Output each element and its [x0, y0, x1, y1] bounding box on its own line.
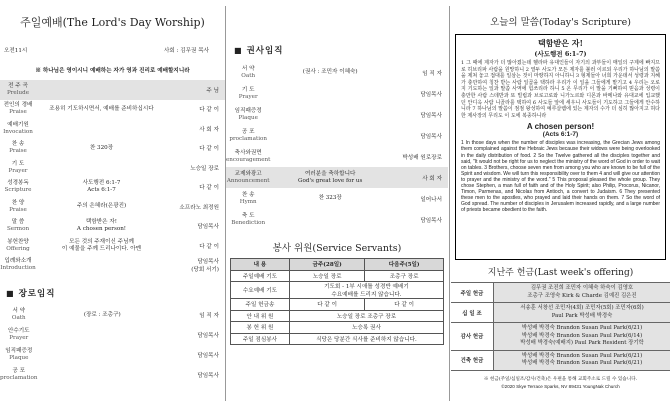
worship-title: 주일예배(The Lord's Day Worship) [20, 16, 205, 29]
offering-names-line: 김무권 조진희 조민자 이혜숙 하숙이 김영호 [530, 285, 634, 291]
scripture-ko-reference: (사도행전 6:1-7) [534, 50, 587, 58]
order-item-label [0, 217, 36, 237]
order-item-leader: 담임목사 [420, 91, 442, 98]
order-item-ko: 전 주 곡 [8, 82, 28, 89]
order-item-en: Offering [6, 245, 30, 252]
order-item-leader: 노승일 장로 [190, 165, 219, 172]
service-assignee: 노승록 권사 [289, 322, 443, 334]
order-item-content [270, 125, 390, 146]
order-item-leader [167, 256, 225, 276]
order-item-en: Plaque [9, 355, 29, 361]
order-item-content [38, 365, 167, 385]
order-item-content-line: 모든 것의 주재이신 주님께 [69, 238, 134, 245]
offering-category: 십 일 조 [451, 303, 494, 323]
order-item-en: Scripture [4, 187, 32, 194]
service-assignee-line: 기도회 - 1부 시애틀 성경반 예배기 [324, 284, 409, 290]
offering-names [494, 350, 670, 370]
worship-order-table [0, 80, 225, 275]
order-item-content: 주의 은혜라(은광진) [76, 203, 127, 210]
order-item-ko: 찬 송 [11, 141, 25, 148]
order-item-label [0, 197, 36, 217]
section-bullet-icon: ■ [6, 288, 15, 298]
order-item-content: 찬 320장 [89, 144, 114, 151]
service-role: 주일예배 기도 [231, 270, 290, 282]
order-item-en: proclamation [0, 375, 38, 381]
order-item-content-line: 택함받은 자! [85, 219, 118, 226]
order-item-content [36, 217, 167, 237]
order-item-en: proclamation [229, 135, 267, 142]
order-item-en: Prayer [238, 93, 258, 100]
order-row [226, 125, 448, 146]
worship-presider: 사회 : 김무권 목사 [163, 48, 209, 54]
table-row [231, 310, 444, 322]
offering-names [494, 323, 670, 351]
order-row [0, 100, 225, 120]
offering-category: 주일 헌금 [451, 283, 494, 303]
worship-time: 오전11시 [4, 48, 28, 54]
order-item-leader: 담임목사 [197, 353, 219, 359]
order-item-content-line: Acts 6:1-7 [87, 187, 116, 194]
order-item-content [36, 80, 167, 100]
service-assignee-line: 수요예배를 드리지 않습니다. [331, 292, 402, 298]
order-item-en: Prayer [8, 167, 28, 174]
order-item-label [226, 62, 270, 83]
order-item-leader: 일어나서 [420, 196, 442, 203]
offering-row [451, 303, 670, 323]
order-item-en: Sermon [6, 226, 30, 233]
service-servants-table [230, 258, 444, 345]
scripture-title: 오늘의 말씀(Today's Scripture) [490, 17, 631, 28]
order-item-en: Praise [9, 109, 27, 116]
servants-heading: 봉사 위원(Service Servants) [272, 243, 402, 254]
order-item-label [0, 100, 36, 120]
order-item-content-line: A chosen person! [76, 226, 127, 233]
order-item-content-line: 사도행전 6:1-7 [82, 180, 121, 187]
offering-names-line: 박성배 박경숙(예배지) Paul Park Resident 장기학 [520, 340, 644, 346]
deacon-column [226, 0, 448, 407]
order-item-label [226, 104, 270, 125]
order-row [226, 167, 448, 188]
table-header-cell: 금주(28일) [289, 259, 364, 271]
order-item-label [226, 188, 270, 209]
order-item-ko: 교제와광고 [234, 170, 262, 177]
offering-title: 지난주 헌금(Last week's offering) [487, 268, 634, 278]
order-item-label [226, 125, 270, 146]
order-item-label [0, 325, 38, 345]
ordination-heading: ■ 장로임직 [6, 288, 56, 299]
deacon-heading: ■ 권사임직 [234, 45, 284, 56]
order-item-en: Prayer [9, 335, 29, 341]
offering-names-line: 서송훈 서창선 조민자(4회) 조민자(5회) 조민자(6회) [520, 305, 644, 311]
service-assignee [289, 282, 443, 299]
order-item-label [226, 83, 270, 104]
order-item-label [0, 119, 36, 139]
order-item-ko: 임직패증정 [234, 107, 262, 114]
deacon-table [226, 62, 448, 230]
offering-category: 건축 헌금 [451, 350, 494, 370]
order-row [0, 197, 225, 217]
ordination-table [0, 305, 225, 385]
order-item-content [36, 178, 167, 198]
order-item-label [0, 139, 36, 159]
offering-names [494, 303, 670, 323]
order-item-content [270, 167, 390, 188]
table-row [231, 333, 444, 345]
order-item-content [38, 345, 167, 365]
order-item-content-line: God's great love for us [298, 177, 363, 184]
order-item-leader: 주 님 [167, 80, 225, 100]
order-item-ko: 축사와권면 [234, 149, 262, 156]
scripture-ko-heading: 택함받은 자! [538, 38, 583, 48]
order-item-en: Hymn [239, 198, 257, 205]
order-item-label [0, 305, 38, 325]
order-item-content [38, 325, 167, 345]
order-item-content [270, 104, 390, 125]
table-header-cell: 내 용 [231, 259, 290, 271]
service-assignee: 다 같 이 [289, 299, 364, 311]
order-row [0, 178, 225, 198]
order-item-ko: 봉헌찬양 [7, 238, 29, 245]
offering-names-line: 박성배 박경숙 Brandon Susan Paul Park(6/14) [521, 332, 643, 339]
order-item-content [36, 119, 167, 139]
offering-table [451, 282, 670, 371]
order-item-content-line: 여러분을 축하합니다 [304, 170, 356, 177]
order-item-content [36, 256, 167, 276]
worship-header [0, 46, 225, 54]
order-item-en: Plaque [238, 114, 258, 121]
order-row [226, 62, 448, 83]
order-item-ko: 찬 송 [241, 191, 255, 198]
order-item-content: (권사 : 조민자 이혜숙) [302, 69, 358, 75]
scripture-box [455, 34, 666, 260]
order-row [0, 119, 225, 139]
order-item-ko: 서 약 [241, 65, 255, 72]
service-assignee: 노승일 장로 조총구 장로 [289, 310, 443, 322]
offering-names [494, 283, 670, 303]
order-item-en: Praise [9, 206, 27, 213]
order-item-content: 찬 323장 [318, 195, 342, 201]
order-item-leader: 다 같 이 [199, 107, 219, 114]
order-item-en: Announcement [226, 177, 270, 184]
table-header-cell: 다음주(5일) [365, 259, 444, 271]
offering-row [451, 350, 670, 370]
order-item-content [36, 236, 167, 256]
order-row [0, 80, 225, 100]
order-item-leader: 담임목사 [420, 133, 442, 140]
order-item-en: Praise [9, 148, 27, 155]
table-row [231, 322, 444, 334]
table-row [231, 270, 444, 282]
order-item-ko: 공 포 [241, 128, 255, 135]
column-divider [449, 6, 450, 401]
order-item-label [0, 256, 36, 276]
order-item-content-line: 이 예물을 주께 드리나이다. 아멘 [61, 245, 142, 252]
order-item-leader: 사 회 자 [199, 126, 219, 133]
order-item-en: encouragement [226, 156, 271, 163]
order-row [0, 139, 225, 159]
table-row [231, 282, 444, 299]
order-item-leader: 소프라노 최정원 [179, 204, 219, 211]
order-item-en: Invocation [3, 128, 33, 135]
service-role: 수요예배 기도 [231, 282, 290, 299]
order-item-ko: 예배기원 [7, 121, 29, 128]
order-item-ko: 입례와소개 [4, 258, 32, 265]
order-item-label [0, 178, 36, 198]
order-item-leader: 담임목사 [197, 333, 219, 339]
table-row [231, 299, 444, 311]
order-item-leader-line: (당회 서기) [191, 267, 219, 274]
service-assignee: 조총구 장로 [365, 270, 444, 282]
scripture-en-text: 1 In those days when the number of disciples was increasing, the Grecian Jews among them complained against the Hebraic Jews because their widows were being overlooked in the daily distribution of food. 2 So the Twelve gathered all the disciples together and said, "It would not be right for us to neglect the ministry of the word of God in order to wait on tables. 3 Brothers, choose seven men from among you who are known to be full of the Spirit and wisdom. We will turn this responsibility over to them 4 and will give our attention to prayer and the ministry of the word." 5 This proposal pleased the whole group. They chose Stephen, a man full of faith and of the Holy Spirit; also Philip, Procorus, Nicanor, Timon, Parmenas, and Nicolas from Antioch, a convert to Judaism. 6 They presented these men to the apostles, who prayed and laid their hands on them. 7 So the word of God spread. The number of disciples in Jerusalem increased rapidly, and a large number of priests became obedient to the faith. [461, 140, 660, 214]
order-row [0, 365, 225, 385]
order-item-leader: 담임목사 [197, 373, 219, 379]
scripture-en-heading: A chosen person! [526, 122, 595, 132]
order-item-content: (장로 : 조총구) [83, 311, 121, 318]
order-item-ko: 서 약 [12, 308, 26, 314]
order-item-leader: 담임목사 [197, 224, 219, 231]
offering-names-line: Paul Park 박성배 박경숙 [551, 312, 613, 319]
order-item-content [36, 158, 167, 178]
order-row [226, 188, 448, 209]
order-row [226, 83, 448, 104]
order-item-en: Benediction [231, 219, 266, 226]
order-row [226, 146, 448, 167]
order-row [0, 345, 225, 365]
order-item-en: Introduction [0, 265, 36, 272]
order-item-en: Oath [11, 315, 26, 321]
offering-names-line: 박성배 박경숙 Brandon Susan Paul Park(6/21) [521, 325, 643, 331]
order-row [0, 305, 225, 325]
order-row [0, 158, 225, 178]
worship-order-column [0, 0, 225, 407]
order-item-leader: 다 같 이 [199, 243, 219, 250]
service-role: 봉 헌 위 원 [231, 322, 290, 334]
order-row [226, 209, 448, 230]
order-item-content [270, 146, 390, 167]
scripture-en-reference: (Acts 6:1-7) [542, 131, 579, 139]
order-item-ko: 축 도 [241, 212, 255, 219]
service-role: 주일 헌금송 [231, 299, 290, 311]
order-item-en: Prelude [6, 89, 30, 96]
offering-names-line: 박성배 박경숙 Brandon Susan Paul Park(6/21) [521, 360, 643, 366]
order-item-leader: 다 같 이 [199, 146, 219, 153]
order-item-label [0, 80, 36, 100]
order-item-content [270, 209, 390, 230]
service-role: 주일 점심봉사 [231, 333, 290, 345]
order-row [0, 256, 225, 276]
order-item-ko: 찬 양 [11, 199, 25, 206]
order-item-content: 조용히 기도하시면서, 예배를 준비하십시다 [49, 105, 154, 112]
order-item-ko: 성경봉독 [7, 180, 29, 187]
order-item-content [270, 83, 390, 104]
offering-names-line: 박성배 박경숙 Brandon Susan Paul Park(6/21) [521, 352, 643, 359]
order-item-label [0, 158, 36, 178]
offering-footnote: ※ 헌금(주일/십일조/감사/건축)은 우편을 통해 교회주소로 드릴 수 있습니다. [483, 376, 638, 382]
order-item-leader: 담임목사 [420, 217, 442, 224]
order-item-ko: 전인의 경배 [3, 102, 33, 109]
offering-category: 감사 헌금 [451, 323, 494, 351]
order-item-ko: 공 포 [12, 368, 26, 374]
order-item-ko: 말 씀 [11, 219, 25, 226]
order-item-leader-line: 담임목사 [197, 259, 219, 266]
order-item-leader: 담임목사 [420, 112, 442, 119]
order-item-leader: 임 직 자 [422, 70, 442, 77]
offering-row [451, 323, 670, 351]
service-role: 안 내 위 원 [231, 310, 290, 322]
order-item-ko: 기 도 [241, 86, 255, 93]
table-header-row [231, 259, 444, 271]
order-item-label [0, 365, 38, 385]
scripture-column [451, 0, 670, 407]
service-assignee: 노승일 장로 [289, 270, 364, 282]
order-row [0, 325, 225, 345]
order-item-ko: 기 도 [11, 160, 25, 167]
order-item-leader: 다 같 이 [199, 185, 219, 192]
offering-row [451, 283, 670, 303]
church-address: ©2020 Skye Terrace Sparks, NV 89431 YoungNak Church [501, 383, 620, 389]
order-item-leader: 사 회 자 [390, 167, 448, 188]
order-item-label [226, 146, 270, 167]
order-row [0, 236, 225, 256]
order-item-label [226, 167, 270, 188]
worship-callout: ※ 하나님은 영이시니 예배하는 자가 영과 진리로 예배할지니라 [35, 68, 190, 74]
order-row [0, 217, 225, 237]
order-item-label [0, 236, 36, 256]
order-item-ko: 임직패증정 [5, 348, 33, 354]
order-item-leader: 임 직 자 [199, 313, 219, 319]
order-row [226, 104, 448, 125]
order-item-leader: 박성배 원로장로 [402, 154, 442, 161]
order-item-en: Oath [241, 72, 256, 79]
order-item-label [226, 209, 270, 230]
scripture-ko-text: 1 그 때에 제자가 더 많아졌는데 헬라파 유대인들이 자기의 과부들이 매일의 구제에 빠지므로 히브리파 사람을 원망하니 2 열두 사도가 모든 제자를 불러 이르되 우리가 하나님의 말씀을 제쳐 놓고 접대를 일삼는 것이 마땅하지 아니하니 3 형제들아 너희 가운데서 성령과 지혜가 충만하여 칭찬 받는 사람 일곱을 택하라 우리가 이 일을 그들에게 맡기고 4 우리는 오로지 기도하는 일과 말씀 사역에 힘쓰리라 하니 5 온 무리가 이 말을 기뻐하여 믿음과 성령이 충만한 사람 스데반과 또 빌립과 브로고로와 니가노르와 디몬과 바메나와 유대교에 입교했던 안디옥 사람 니골라를 택하여 6 사도들 앞에 세우니 사도들이 기도하고 그들에게 안수하니라 7 하나님의 말씀이 점점 왕성하여 예루살렘에 있는 제자의 수가 더 심히 많아지고 허다한 제사장의 무리도 이 도에 복종하니라 [461, 60, 660, 119]
section-bullet-icon: ■ [234, 45, 243, 55]
service-assignee: 식당은 당분간 식사를 준비하지 않습니다. [289, 333, 443, 345]
order-item-label [0, 345, 38, 365]
service-assignee: 다 같 이 [365, 299, 444, 311]
order-item-ko: 안수기도 [7, 328, 30, 334]
offering-names-line: 조총구 조영숙 Kirk & Charde 김예진 김은진 [527, 292, 637, 299]
